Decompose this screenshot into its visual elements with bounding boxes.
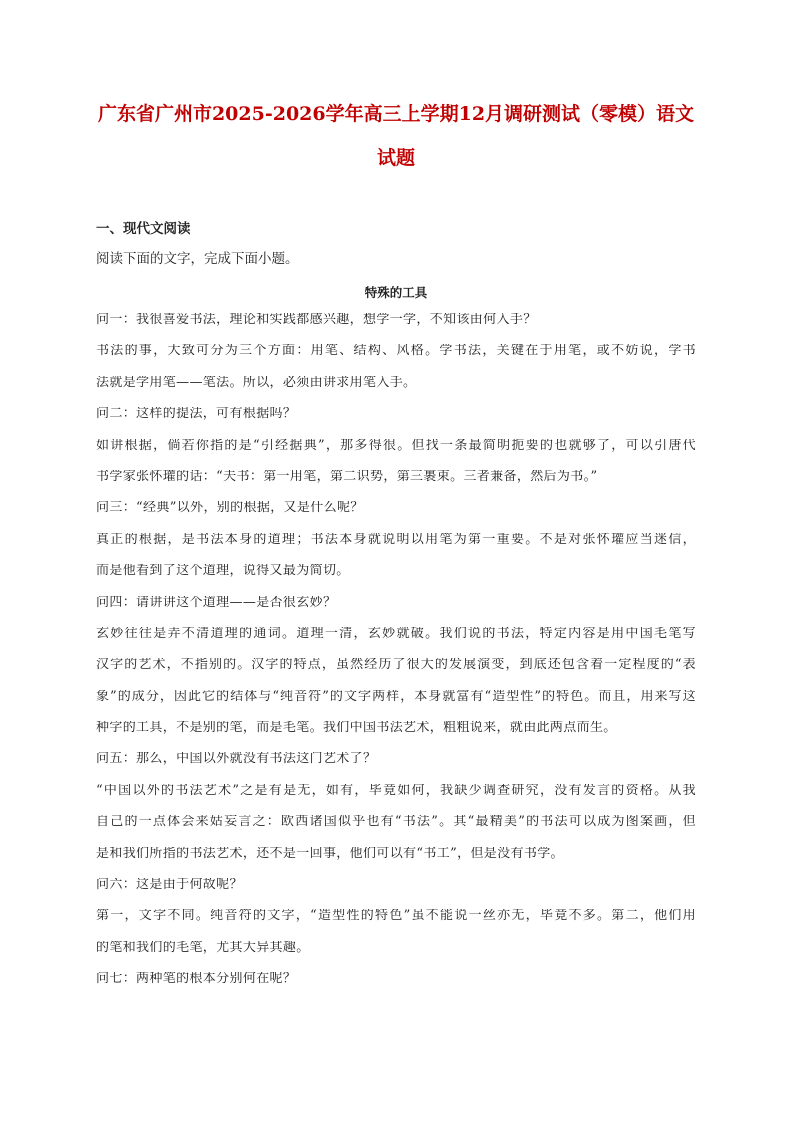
section-heading: 一、现代文阅读 [96, 221, 191, 237]
article-line: 的笔和我们的毛笔，尤其大异其趣。 [96, 940, 310, 955]
article-line: 种字的工具，不是别的笔，而是毛笔。我们中国书法艺术，粗粗说来，就由此两点而生。 [96, 721, 617, 736]
article-line: 自己的一点体会来姑妄言之：欧西诸国似乎也有“书法”。其“最精美”的书法可以成为图案画，但 [96, 815, 696, 830]
article-line: 而是他看到了这个道理，说得又最为简切。 [96, 564, 350, 579]
article-line: 是和我们所指的书法艺术，还不是一回事，他们可以有“书工”，但是没有书学。 [96, 846, 564, 861]
article-title: 特殊的工具 [364, 285, 428, 300]
article-body [96, 313, 696, 1004]
article-line: 问一：我很喜爱书法，理论和实践都感兴趣，想学一学，不知该由何入手？ [96, 313, 537, 327]
article-line: 问七：两种笔的根本分别何在呢？ [96, 972, 297, 987]
article-line: 问五：那么，中国以外就没有书法这门艺术了？ [96, 752, 377, 767]
article-line: 真正的根据，是书法本身的道理；书法本身就说明以用笔为第一重要。不是对张怀瓘应当迷信， [96, 532, 696, 547]
article-line: 书学家张怀瓘的话：“夫书：第一用笔，第二识势，第三裹束。三者兼备，然后为书。” [96, 469, 598, 484]
article-line: 问二：这样的提法，可有根据吗？ [96, 407, 297, 422]
article-line: 汉字的艺术，不指别的。汉字的特点，虽然经历了很大的发展演变，到底还包含着一定程度的“表 [96, 658, 696, 673]
reading-instruction: 阅读下面的文字，完成下面小题。 [96, 251, 299, 267]
article-line: 问三：“经典”以外，别的根据，又是什么呢？ [96, 501, 364, 516]
article-line: 第一，文字不同。纯音符的文字，“造型性的特色”虽不能说一丝亦无，毕竟不多。第二，他们用 [96, 909, 696, 924]
article-line: “中国以外的书法艺术”之是有是无，如有，毕竟如何，我缺少调查研究，没有发言的资格。从我 [96, 783, 696, 798]
article-line: 玄妙往往是弄不清道理的通词。道理一清，玄妙就破。我们说的书法，特定内容是用中国毛笔写 [96, 626, 696, 641]
document-title-line1: 广东省广州市2025-2026学年高三上学期12月调研测试（零模）语文 [97, 103, 695, 125]
article-line: 问六：这是由于何故呢？ [96, 878, 243, 893]
article-line: 问四：请讲讲这个道理——是否很玄妙？ [96, 595, 337, 610]
article-line: 如讲根据，倘若你指的是“引经据典”，那多得很。但找一条最简明扼要的也就够了，可以引唐代 [96, 438, 696, 453]
document-title-line2: 试题 [376, 147, 415, 169]
article-line: 法就是学用笔——笔法。所以，必须由讲求用笔入手。 [96, 375, 417, 390]
article-line: 书法的事，大致可分为三个方面：用笔、结构、风格。学书法，关键在于用笔，或不妨说，学书 [96, 344, 696, 359]
article-line: 象”的成分，因此它的结体与“纯音符”的文字两样，本身就富有“造型性”的特色。而且，用来写这 [96, 689, 696, 704]
